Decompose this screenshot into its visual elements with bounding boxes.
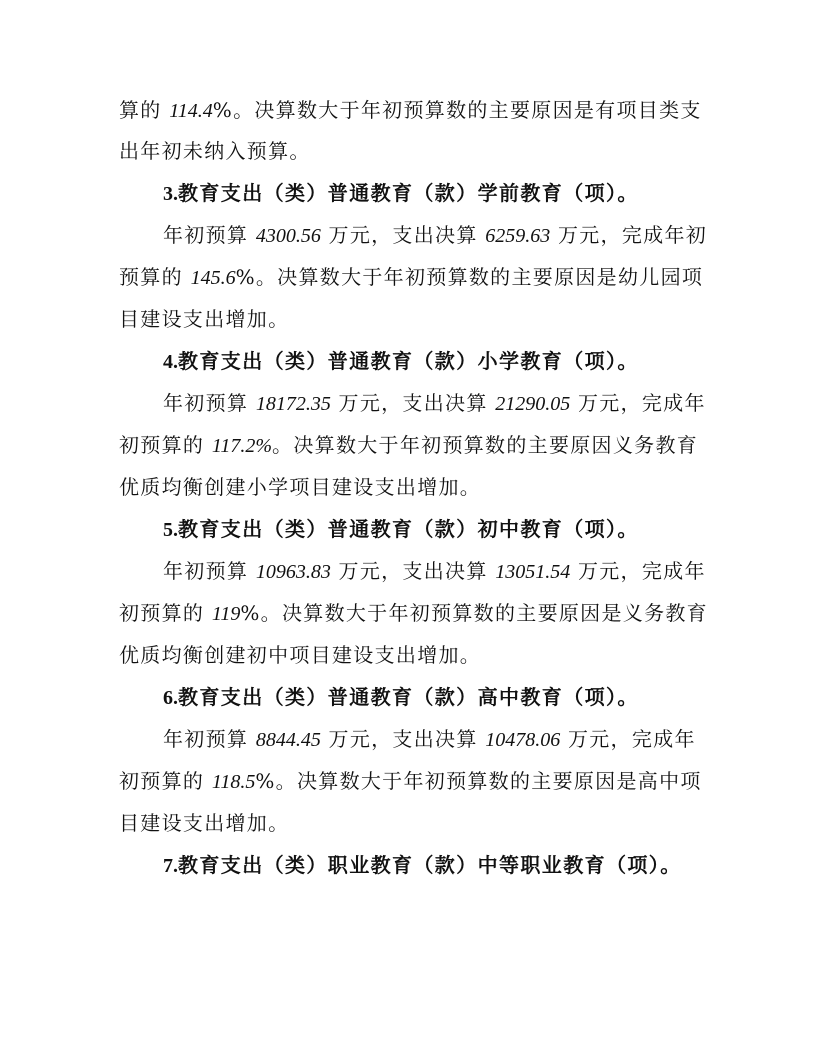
body-line [163, 725, 696, 754]
body-line [119, 137, 311, 165]
section-heading [163, 179, 639, 208]
text-run: 。决算数大于年初预算数的主要原因义务教育 [272, 433, 699, 457]
text-run: 万元，完成年初 [550, 223, 708, 247]
heading-text: 教育支出（类）普通教育（款）学前教育（项）。 [178, 181, 639, 205]
text-run: %。决算数大于年初预算数的主要原因是有项目类支 [212, 98, 702, 122]
text-run: 年初预算 [163, 559, 256, 583]
body-line [163, 389, 706, 418]
text-run: 万元，支出决算 [330, 559, 496, 583]
heading-text: 教育支出（类）普通教育（款）初中教育（项）。 [178, 517, 639, 541]
text-run: %。决算数大于年初预算数的主要原因是义务教育 [240, 601, 708, 625]
text-run: %。决算数大于年初预算数的主要原因是幼儿园项 [235, 265, 704, 289]
text-run: 万元，完成年 [570, 391, 706, 415]
body-line [119, 641, 481, 669]
heading-number: 4. [163, 351, 178, 373]
body-line [119, 431, 698, 460]
text-run: 万元，支出决算 [320, 727, 486, 751]
text-run: 优质均衡创建小学项目建设支出增加。 [119, 475, 482, 499]
text-run: 万元，支出决算 [330, 391, 496, 415]
text-run: 年初预算 [163, 391, 256, 415]
text-run: 万元，支出决算 [320, 223, 486, 247]
heading-number: 6. [163, 687, 178, 709]
text-run: 万元，完成年 [570, 559, 706, 583]
text-run: 目建设支出增加。 [119, 811, 290, 835]
text-run: 初预算的 [119, 433, 212, 457]
final-value: 21290.05 [495, 393, 571, 415]
percent-value: 118.5 [211, 771, 256, 793]
budget-value: 4300.56 [255, 225, 321, 247]
body-line [119, 767, 702, 796]
heading-number: 7. [163, 855, 178, 877]
heading-text: 教育支出（类）普通教育（款）高中教育（项）。 [178, 685, 639, 709]
text-run: 年初预算 [163, 727, 256, 751]
final-value: 13051.54 [495, 561, 571, 583]
body-line [119, 473, 481, 501]
heading-text: 教育支出（类）职业教育（款）中等职业教育（项）。 [178, 853, 682, 877]
section-heading [163, 683, 639, 712]
text-run: 年初预算 [163, 223, 256, 247]
text-run: 初预算的 [119, 601, 212, 625]
body-line [119, 599, 708, 628]
percent-value: 145.6 [190, 267, 236, 289]
heading-number: 3. [163, 183, 178, 205]
text-run: 出年初未纳入预算。 [119, 139, 311, 163]
section-heading [163, 515, 639, 544]
percent-value: 117.2% [211, 435, 273, 457]
percent-value: 119 [211, 603, 241, 625]
final-value: 6259.63 [485, 225, 551, 247]
text-run: 万元，完成年 [560, 727, 696, 751]
body-line [119, 263, 703, 292]
final-value: 10478.06 [485, 729, 561, 751]
text-run: 算的 [119, 98, 170, 122]
percent-value: 114.4 [169, 100, 213, 122]
body-line [163, 557, 706, 586]
text-run: 优质均衡创建初中项目建设支出增加。 [119, 643, 482, 667]
heading-number: 5. [163, 519, 178, 541]
heading-text: 教育支出（类）普通教育（款）小学教育（项）。 [178, 349, 639, 373]
text-run: %。决算数大于年初预算数的主要原因是高中项 [255, 769, 702, 793]
section-heading [163, 347, 639, 376]
body-line [163, 221, 707, 250]
budget-value: 8844.45 [255, 729, 321, 751]
budget-value: 18172.35 [255, 393, 331, 415]
body-line [119, 96, 702, 125]
budget-value: 10963.83 [255, 561, 331, 583]
text-run: 初预算的 [119, 769, 212, 793]
body-line [119, 305, 289, 333]
section-heading [163, 851, 682, 880]
text-run: 预算的 [119, 265, 191, 289]
text-run: 目建设支出增加。 [119, 307, 290, 331]
body-line [119, 809, 289, 837]
